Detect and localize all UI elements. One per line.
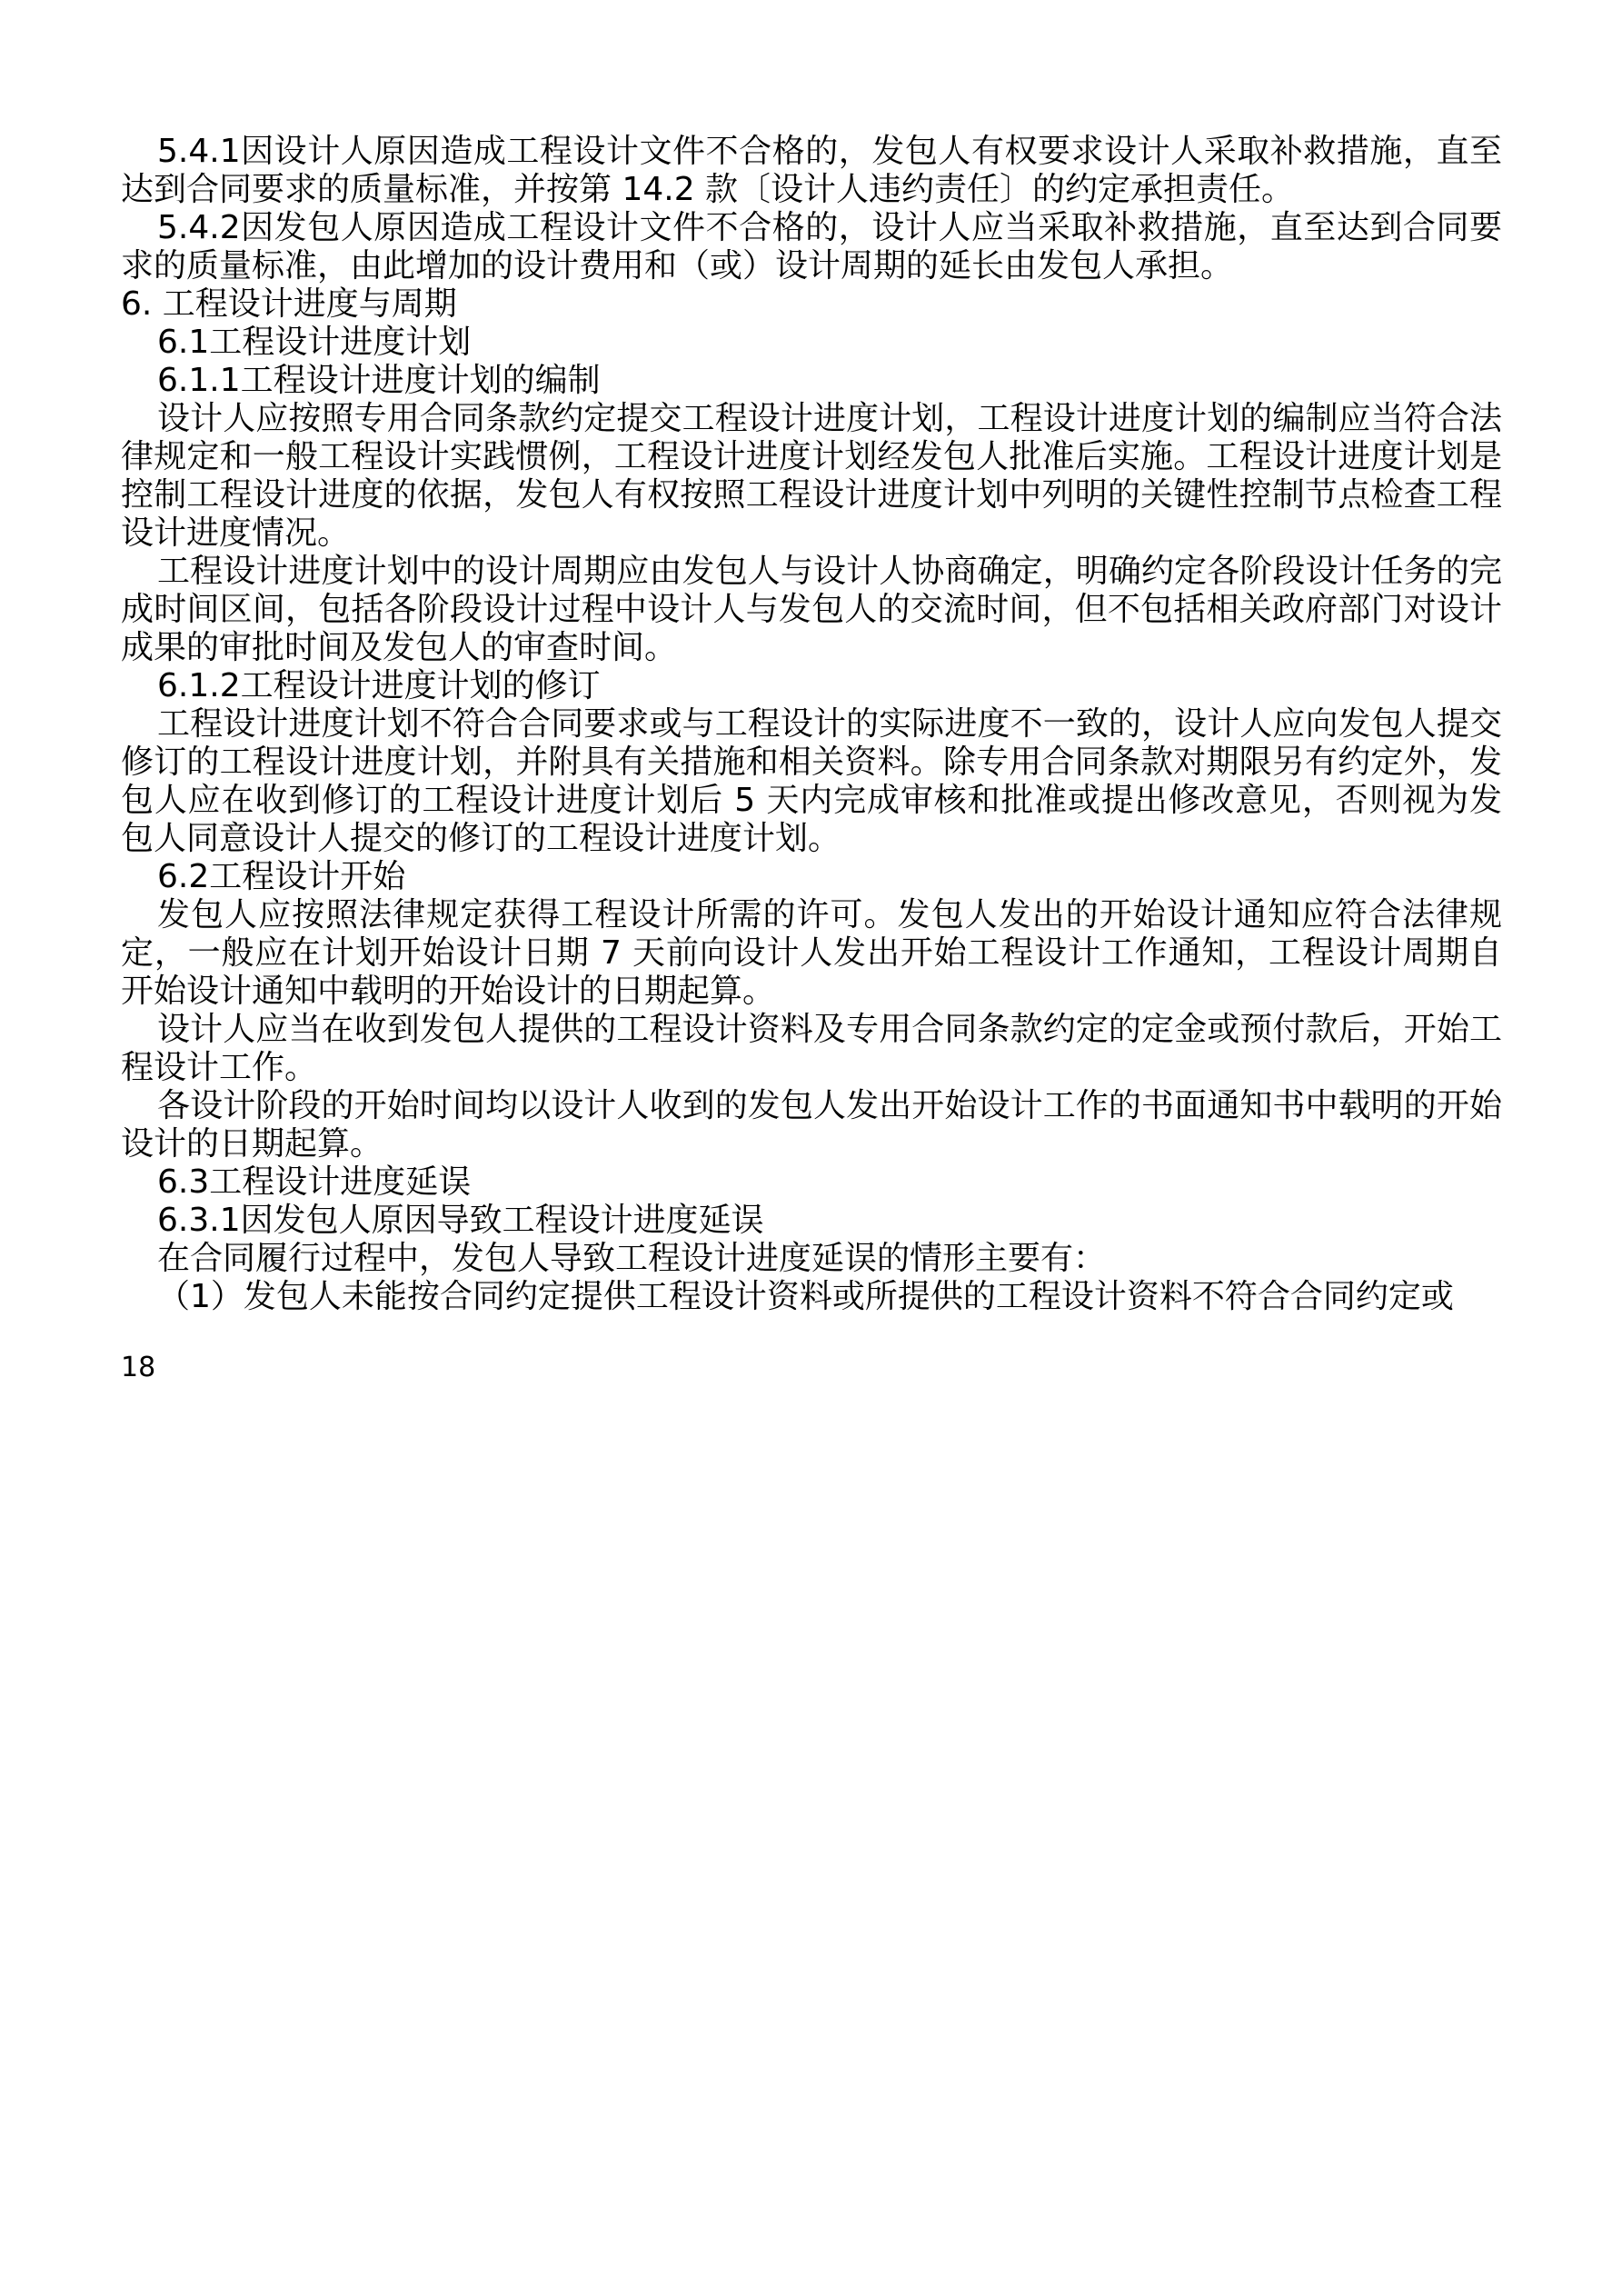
list-item-1: （1）发包人未能按合同约定提供工程设计资料或所提供的工程设计资料不符合合同约定或 — [157, 1278, 1454, 1315]
paragraph-start-notice: 发包人应按照法律规定获得工程设计所需的许可。发包人发出的开始设计通知应符合法律规定，一般应在计划开始设计日期 7 天前向设计人发出开始工程设计工作通知，工程设计周期自开始设计通知中载明的开始设计的日期起算。 — [121, 896, 1502, 1010]
heading-6-3: 6.3工程设计进度延误 — [157, 1163, 472, 1201]
heading-6-2: 6.2工程设计开始 — [157, 858, 406, 895]
paragraph-start-after-payment: 设计人应当在收到发包人提供的工程设计资料及专用合同条款约定的定金或预付款后，开始工程设计工作。 — [121, 1011, 1502, 1086]
paragraph-plan-revision: 工程设计进度计划不符合合同要求或与工程设计的实际进度不一致的，设计人应向发包人提交修订的工程设计进度计划，并附具有关措施和相关资料。除专用合同条款对期限另有约定外，发包人应在收到修订的工程设计进度计划后 5 天内完成审核和批准或提出修改意见，否则视为发包人同意设计人提交的修订的工程设计进度计划。 — [121, 705, 1502, 857]
document-body — [121, 133, 1502, 1316]
paragraph-delay-intro: 在合同履行过程中，发包人导致工程设计进度延误的情形主要有： — [157, 1240, 1107, 1277]
paragraph-design-period: 工程设计进度计划中的设计周期应由发包人与设计人协商确定，明确约定各阶段设计任务的完成时间区间，包括各阶段设计过程中设计人与发包人的交流时间，但不包括相关政府部门对设计成果的审批时间及发包人的审查时间。 — [121, 553, 1502, 666]
heading-6-1-2: 6.1.2工程设计进度计划的修订 — [157, 667, 601, 704]
heading-section-6: 6. 工程设计进度与周期 — [121, 285, 457, 323]
heading-6-1: 6.1工程设计进度计划 — [157, 324, 472, 361]
clause-5-4-1: 5.4.1因设计人原因造成工程设计文件不合格的，发包人有权要求设计人采取补救措施，直至达到合同要求的质量标准，并按第 14.2 款〔设计人违约责任〕的约定承担责任。 — [121, 133, 1502, 208]
paragraph-stage-start-time: 各设计阶段的开始时间均以设计人收到的发包人发出开始设计工作的书面通知书中载明的开始设计的日期起算。 — [121, 1087, 1502, 1163]
heading-6-3-1: 6.3.1因发包人原因导致工程设计进度延误 — [157, 1202, 764, 1239]
clause-5-4-2: 5.4.2因发包人原因造成工程设计文件不合格的，设计人应当采取补救措施，直至达到合同要求的质量标准，由此增加的设计费用和（或）设计周期的延长由发包人承担。 — [121, 209, 1502, 285]
heading-6-1-1: 6.1.1工程设计进度计划的编制 — [157, 362, 601, 399]
paragraph-plan-submission: 设计人应按照专用合同条款约定提交工程设计进度计划，工程设计进度计划的编制应当符合法律规定和一般工程设计实践惯例，工程设计进度计划经发包人批准后实施。工程设计进度计划是控制工程设计进度的依据，发包人有权按照工程设计进度计划中列明的关键性控制节点检查工程设计进度情况。 — [121, 400, 1502, 552]
page-number: 18 — [121, 1352, 156, 1383]
